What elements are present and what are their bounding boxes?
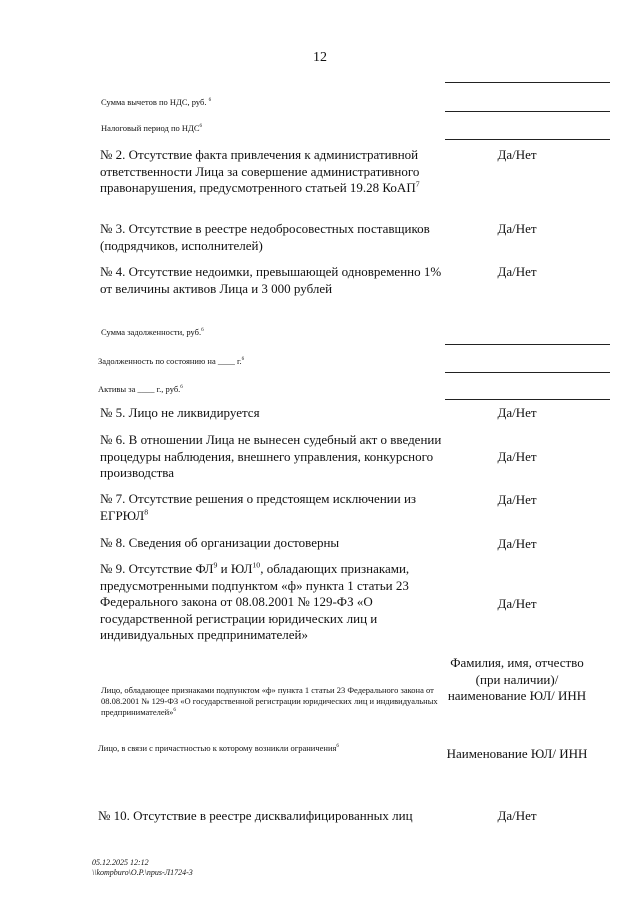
item-2-text: № 2. Отсутствие факта привлечения к административной ответственности Лица за совершение административного правонарушения, предусмотренного статьей 19.28 КоАП$^7$ [100, 147, 420, 195]
footer-path: \\kompburo\О.Р.\npus-Л1724-3 [92, 868, 193, 877]
field-restriction-person: Лицо, в связи с причастностью к которому возникли ограничения$^6$ [98, 743, 339, 753]
item-5-text: № 5. Лицо не ликвидируется [100, 405, 260, 420]
item-10-answer: Да/Нет [497, 808, 537, 823]
answer-line [445, 372, 610, 373]
item-2-answer: Да/Нет [497, 147, 537, 162]
item-10-text: № 10. Отсутствие в реестре дисквалифицированных лиц [98, 808, 413, 823]
item-6-answer: Да/Нет [497, 449, 537, 464]
item-8-text: № 8. Сведения об организации достоверны [100, 535, 340, 550]
page-number: 12 [313, 50, 327, 65]
item-9-answer: Да/Нет [497, 596, 537, 611]
answer-line [445, 82, 610, 83]
answer-line [445, 399, 610, 400]
related-person-answer: Фамилия, имя, отчество (при наличии)/ наименование ЮЛ/ ИНН [447, 655, 587, 703]
item-7-answer: Да/Нет [497, 492, 537, 507]
field-related-person: Лицо, обладающее признаками подпунктом «ф» пункта 1 статьи 23 Федерального закона от 08.08.2001 № 129-ФЗ «О государственной регистрации юридических лиц и индивидуальных предпринимателей»$^6$ [101, 685, 438, 717]
item-7-text: № 7. Отсутствие решения о предстоящем исключении из ЕГРЮЛ$^8$ [100, 491, 417, 523]
field-vat-deductions: Сумма вычетов по НДС, руб. $^6$ [101, 97, 212, 107]
item-3-text: № 3. Отсутствие в реестре недобросовестных поставщиков (подрядчиков, исполнителей) [100, 221, 430, 253]
item-4-text: № 4. Отсутствие недоимки, превышающей одновременно 1% от величины активов Лица и 3 000 рублей [100, 264, 442, 296]
answer-line [445, 139, 610, 140]
item-9-text: № 9. Отсутствие $ФЛ^9$ и ЮЛ$^{10}$, обладающих признаками, предусмотренными подпунктом «ф» пункта 1 статьи 23 Федерального закона от 08.08.2001 № 129-ФЗ «О государственной регистрации юридических лиц и индивидуальных предпринимателей» [100, 560, 410, 642]
restriction-person-answer: Наименование ЮЛ/ ИНН [446, 746, 588, 761]
field-debt-date: Задолженность по состоянию на ____ г.$^6$ [98, 356, 245, 366]
answer-line [445, 344, 610, 345]
item-3-answer: Да/Нет [497, 221, 537, 236]
footer-datetime: 05.12.2025 12:12 [92, 858, 149, 867]
answer-line [445, 111, 610, 112]
item-5-answer: Да/Нет [497, 405, 537, 420]
field-vat-period: Налоговый период по НДС$^6$ [101, 123, 203, 133]
field-assets: Активы за ____ г., руб.$^6$ [98, 384, 183, 394]
item-4-answer: Да/Нет [497, 264, 537, 279]
item-6-text: № 6. В отношении Лица не вынесен судебный акт о введении процедуры наблюдения, внешнего управления, конкурсного производства [100, 432, 442, 480]
item-8-answer: Да/Нет [497, 536, 537, 551]
field-debt-sum: Сумма задолженности, руб.$^6$ [101, 327, 204, 337]
